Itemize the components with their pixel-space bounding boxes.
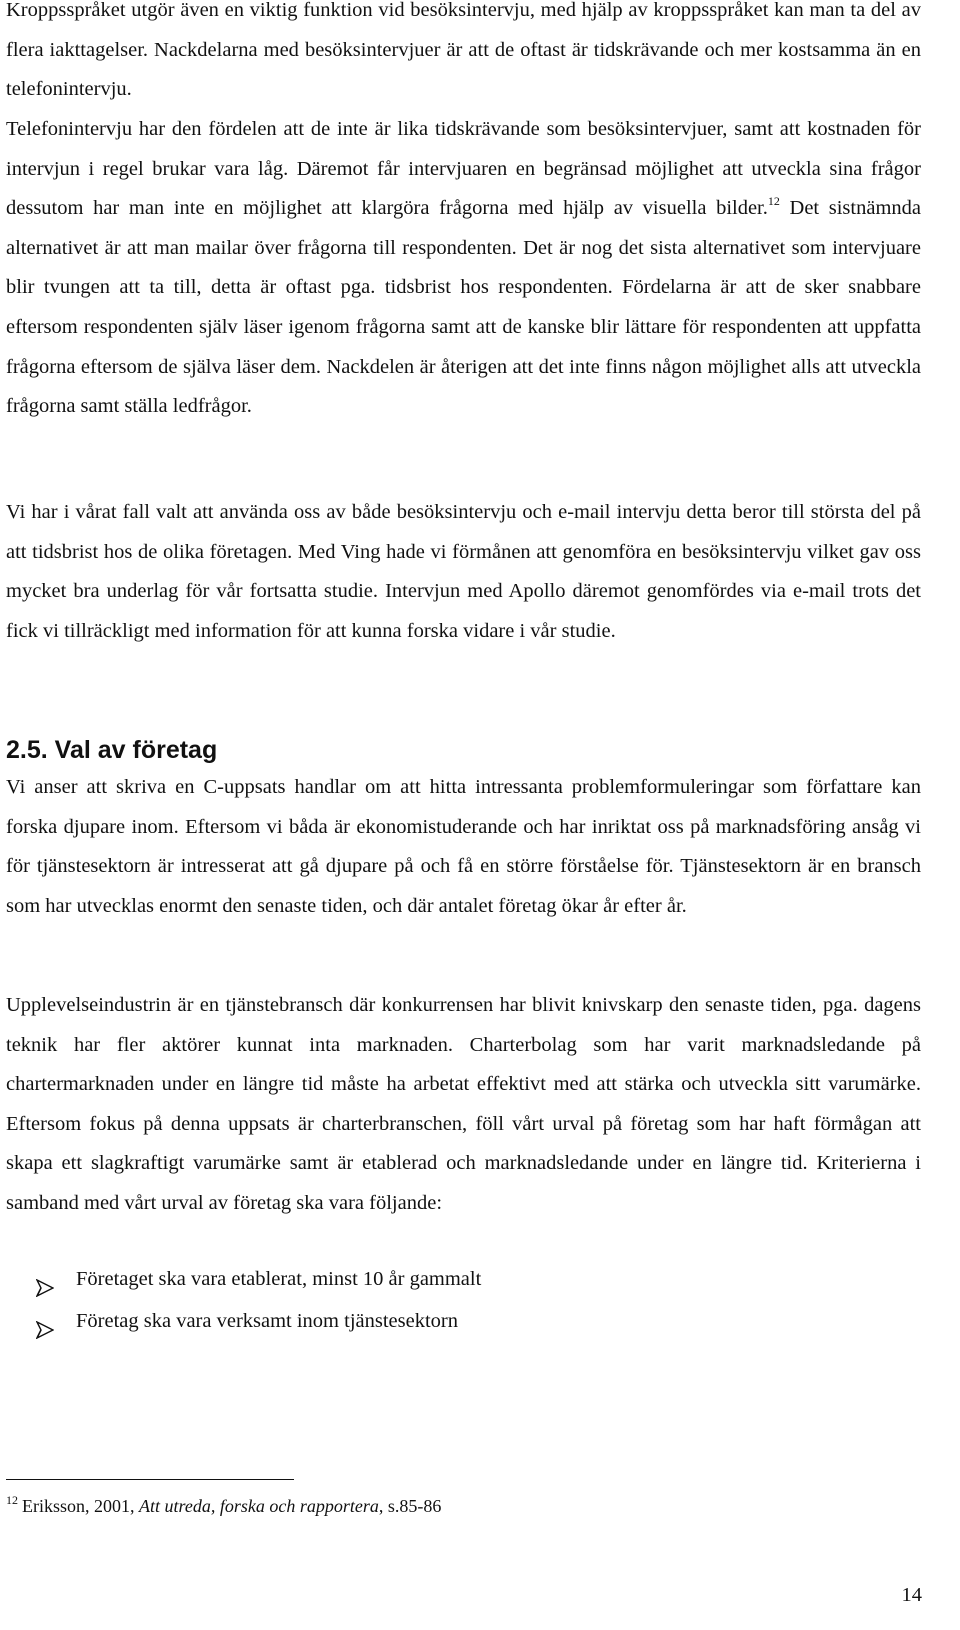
page-number: 14 <box>901 1584 922 1606</box>
list-item-text: Företag ska vara verksamt inom tjänstesektorn <box>76 1310 458 1332</box>
paragraph-phone-interview <box>6 110 921 427</box>
footnote-title: Att utreda, forska och rapportera <box>139 1496 379 1516</box>
paragraph-interview-choice: Vi har i vårat fall valt att använda oss av både besöksintervju och e-mail intervju detta beror till största del på att tidsbrist hos de olika företagen. Med Ving hade vi förmånen att genomföra en besöksintervju vilket gav oss mycket bra underlag för vår fortsatta studie. Intervjun med Apollo däremot genomfördes via e-mail trots det fick vi tillräckligt med information för att kunna forska vidare i vår studie. <box>6 501 921 642</box>
list-item-text: Företaget ska vara etablerat, minst 10 år gammalt <box>76 1268 482 1290</box>
section-heading: 2.5. Val av företag <box>6 736 218 764</box>
paragraph-body-language: Kroppsspråket utgör även en viktig funktion vid besöksintervju, med hjälp av kroppsspråket kan man ta del av flera iakttagelser. Nackdelarna med besöksintervjuer är att de oftast är tidskrävande och mer kostsamma än en telefonintervju. <box>6 0 921 101</box>
paragraph-phone-interview-continued: Det sistnämnda alternativet är att man mailar över frågorna till respondenten. Det är nog det sista alternativet som intervjuare blir tvungen att ta till, detta är oftast pga. tidsbrist hos respondenten. Fördelarna är att de sker snabbare eftersom respondenten själv läser igenom frågorna samt att de kanske blir lättare för respondenten att uppfatta frågorna eftersom de själva läser dem. Nackdelen är återigen att det inte finns någon möjlighet alls att utveckla frågorna samt ställa ledfrågor. <box>6 197 921 418</box>
footnote-pages: , s.85-86 <box>378 1496 442 1516</box>
list-item <box>36 1258 481 1300</box>
criteria-list <box>36 1258 481 1342</box>
arrowhead-bullet-icon <box>36 1270 54 1288</box>
footnote-reference: 12 <box>767 194 780 209</box>
paragraph-experience-industry: Upplevelseindustrin är en tjänstebransch där konkurrensen har blivit knivskarp den senaste tiden, pga. dagens teknik har fler aktörer kunnat inta marknaden. Charterbolag som har varit marknadsledande på chartermarknaden under en längre tid måste ha arbetat effektivt med att stärka och utveckla sitt varumärke. Eftersom fokus på denna uppsats är charterbranschen, föll vårt urval på företag som har haft förmågan att skapa ett slagkraftigt varumärke samt är etablerad och marknadsledande under en längre tid. Kriterierna i samband med vårt urval av företag ska vara följande: <box>6 994 921 1214</box>
footnote <box>6 1492 441 1520</box>
footnote-number: 12 <box>6 1493 18 1507</box>
footnote-divider <box>6 1479 294 1480</box>
list-item <box>36 1300 481 1342</box>
paragraph-c-thesis: Vi anser att skriva en C-uppsats handlar om att hitta intressanta problemformuleringar som författare kan forska djupare inom. Eftersom vi båda är ekonomistuderande och har inriktat oss på marknadsföring ansåg vi för tjänstesektorn är intresserat att gå djupare på och få en större förståelse för. Tjänstesektorn är en bransch som har utvecklas enormt den senaste tiden, och där antalet företag ökar år efter år. <box>6 776 921 917</box>
footnote-author: Eriksson, 2001, <box>22 1496 139 1516</box>
paragraph-phone-interview-text: Telefonintervju har den fördelen att de inte är lika tidskrävande som besöksintervjuer, samt att kostnaden för intervjun i regel brukar vara låg. Däremot får intervjuaren en begränsad möjlighet att utveckla sina frågor dessutom har man inte en möjlighet att klargöra frågorna med hjälp av visuella bilder. <box>6 118 921 220</box>
arrowhead-bullet-icon <box>36 1312 54 1330</box>
